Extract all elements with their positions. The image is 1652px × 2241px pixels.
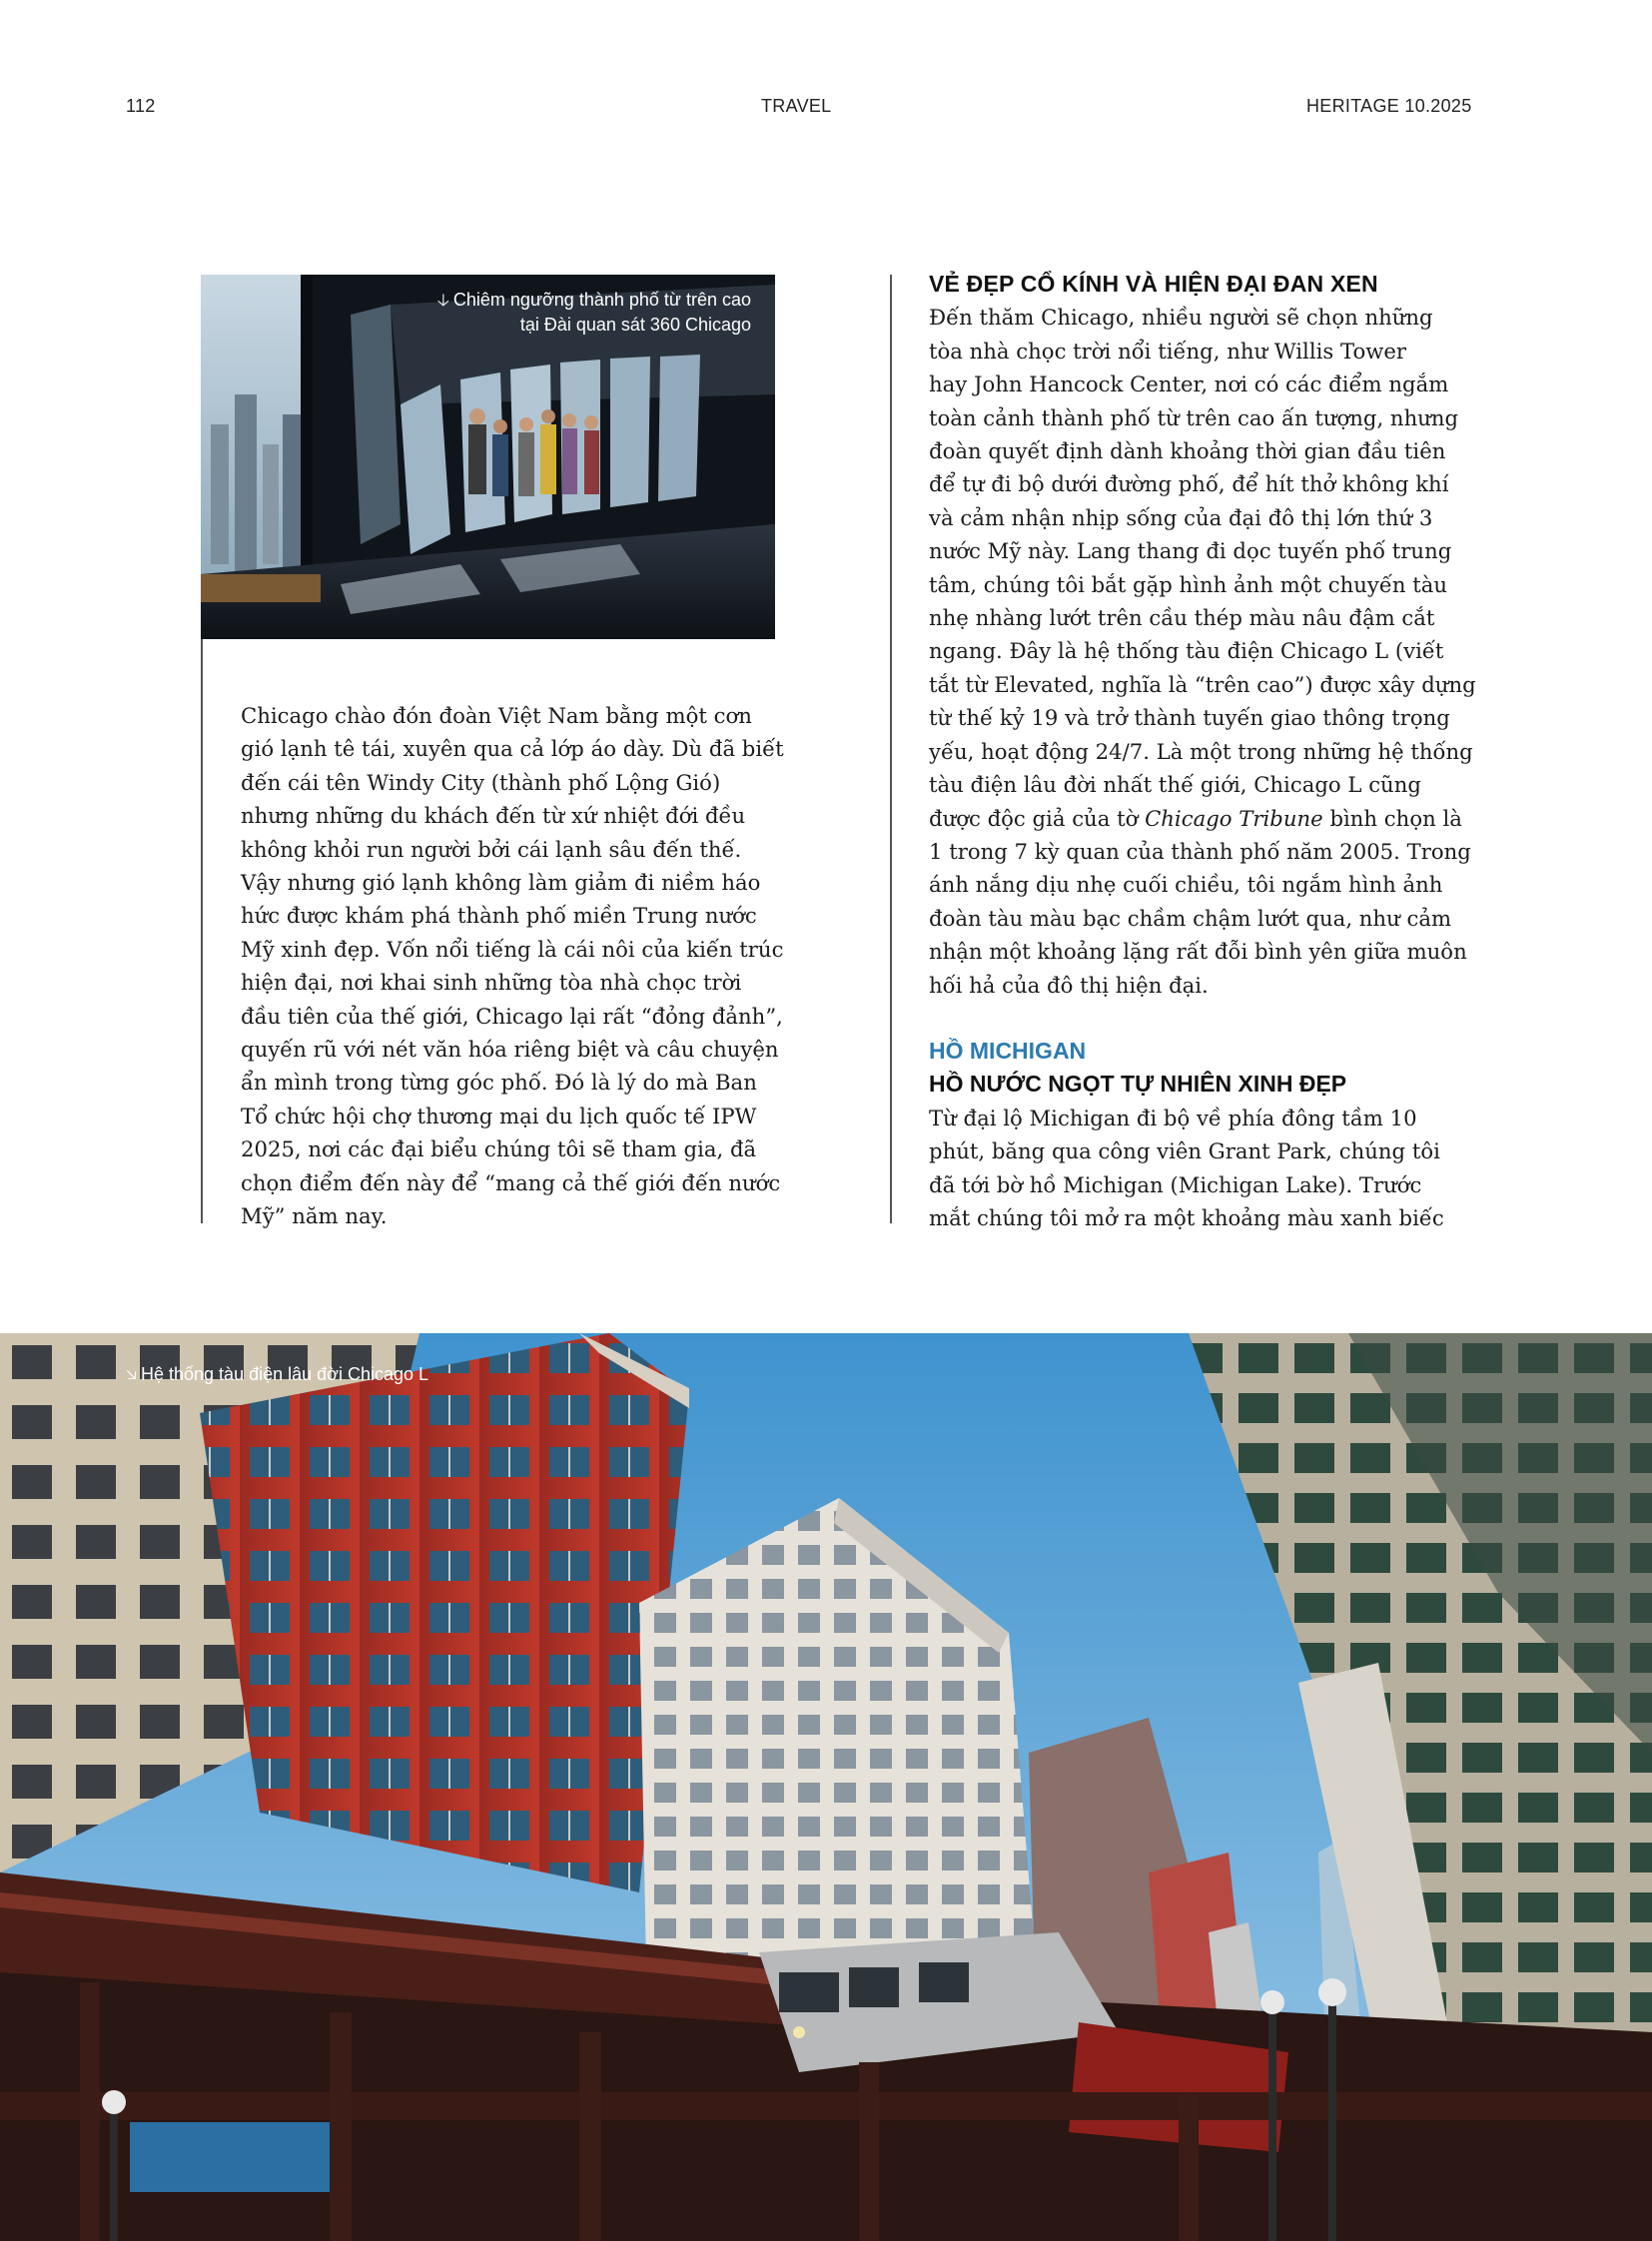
column-rule-left bbox=[201, 639, 203, 1223]
right-column-text bbox=[929, 268, 1498, 1234]
chicago-l-caption bbox=[126, 1362, 428, 1387]
chicago-l-caption-text: Hệ thống tàu điện lâu đời Chicago L bbox=[141, 1364, 428, 1384]
text-line: đến cái tên Windy City (thành phố Lộng Gió) bbox=[241, 769, 721, 795]
tribune-before: được độc giả của tờ bbox=[929, 805, 1146, 831]
text-line: quyến rũ với nét văn hóa riêng biệt và câu chuyện bbox=[241, 1037, 779, 1063]
text-line: tòa nhà chọc trời nổi tiếng, như Willis Tower bbox=[929, 338, 1407, 364]
text-line: từ thế kỷ 19 và trở thành tuyến giao thông trọng bbox=[929, 705, 1450, 731]
text-line: Đến thăm Chicago, nhiều người sẽ chọn những bbox=[929, 305, 1433, 331]
text-line: đoàn tàu màu bạc chầm chậm lướt qua, như cảm bbox=[929, 905, 1452, 931]
text-line: ngang. Đây là hệ thống tàu điện Chicago L (viết bbox=[929, 638, 1444, 664]
text-line: nhẹ nhàng lướt trên cầu thép màu nâu đậm cắt bbox=[929, 605, 1435, 631]
text-line: toàn cảnh thành phố từ trên cao ấn tượng, nhưng bbox=[929, 404, 1459, 430]
text-line: tắt từ Elevated, nghĩa là “trên cao”) được xây dựng bbox=[929, 671, 1476, 697]
text-line: nhưng những du khách đến từ xứ nhiệt đới đều bbox=[241, 803, 746, 829]
caption-line-2: tại Đài quan sát 360 Chicago bbox=[519, 315, 751, 335]
down-right-arrow-icon: 🡦 bbox=[126, 1365, 137, 1385]
text-line: nhận một khoảng lặng rất đỗi bình yên giữa muôn bbox=[929, 939, 1467, 965]
observation-deck-photo bbox=[201, 275, 775, 639]
text-line: 1 trong 7 kỳ quan của thành phố năm 2005. Trong bbox=[929, 838, 1471, 864]
text-line: gió lạnh tê tái, xuyên qua cả lớp áo dày. Dù đã biết bbox=[241, 736, 784, 762]
text-line: hức được khám phá thành phố miền Trung nước bbox=[241, 903, 757, 929]
heritage-paragraph bbox=[929, 301, 1498, 1002]
text-line: tàu điện lâu đời nhất thế giới, Chicago L cũng bbox=[929, 772, 1421, 798]
text-line: mắt chúng tôi mở ra một khoảng màu xanh biếc bbox=[929, 1204, 1444, 1230]
tribune-after: bình chọn là bbox=[1322, 805, 1462, 831]
text-line: để tự đi bộ dưới đường phố, để hít thở không khí bbox=[929, 471, 1449, 497]
text-line: Mỹ xinh đẹp. Vốn nổi tiếng là cái nôi của kiến trúc bbox=[241, 936, 784, 962]
chicago-l-illustration bbox=[0, 1333, 1652, 2241]
intro-paragraph bbox=[241, 699, 800, 1233]
text-line: đầu tiên của thế giới, Chicago lại rất “đỏng đảnh”, bbox=[241, 1003, 783, 1029]
text-line: Từ đại lộ Michigan đi bộ về phía đông tầm 10 bbox=[929, 1105, 1417, 1130]
text-line: Chicago chào đón đoàn Việt Nam bằng một cơn bbox=[241, 703, 752, 728]
text-line: nước Mỹ này. Lang thang đi dọc tuyến phố trung bbox=[929, 538, 1452, 564]
text-line: 2025, nơi các đại biểu chúng tôi sẽ tham gia, đã bbox=[241, 1136, 757, 1162]
text-line: chọn điểm đến này để “mang cả thế giới đến nước bbox=[241, 1169, 781, 1195]
text-line: không khỏi run người bởi cái lạnh sâu đến thế. bbox=[241, 836, 742, 862]
column-rule-right bbox=[890, 275, 892, 1223]
michigan-paragraph bbox=[929, 1102, 1498, 1235]
section-heading: VẺ ĐẸP CỔ KÍNH VÀ HIỆN ĐẠI ĐAN XEN bbox=[929, 271, 1378, 297]
text-line: phút, băng qua công viên Grant Park, chúng tôi bbox=[929, 1138, 1440, 1164]
text-line: đoàn quyết định dành khoảng thời gian đầu tiên bbox=[929, 438, 1446, 464]
text-line: hối hả của đô thị hiện đại. bbox=[929, 972, 1209, 998]
newspaper-name: Chicago Tribune bbox=[1145, 805, 1323, 831]
text-line: hiện đại, nơi khai sinh những tòa nhà chọc trời bbox=[241, 970, 742, 996]
text-line: Mỹ” năm nay. bbox=[241, 1203, 388, 1229]
text-line: và cảm nhận nhịp sống của đại đô thị lớn thứ 3 bbox=[929, 504, 1433, 530]
text-line: yếu, hoạt động 24/7. Là một trong những hệ thống bbox=[929, 738, 1473, 764]
text-line: Vậy nhưng gió lạnh không làm giảm đi niềm háo bbox=[241, 870, 761, 896]
text-line: đã tới bờ hồ Michigan (Michigan Lake). Trước bbox=[929, 1171, 1422, 1197]
text-line: Tổ chức hội chợ thương mại du lịch quốc tế IPW bbox=[241, 1103, 757, 1128]
section-subheading: HỒ NƯỚC NGỌT TỰ NHIÊN XINH ĐẸP bbox=[929, 1071, 1347, 1098]
section-kicker: HỒ MICHIGAN bbox=[929, 1037, 1087, 1064]
text-line: ánh nắng dịu nhẹ cuối chiều, tôi ngắm hình ảnh bbox=[929, 872, 1443, 898]
left-column-text bbox=[241, 699, 800, 1233]
section-label: TRAVEL bbox=[761, 96, 832, 116]
chicago-l-photo bbox=[0, 1333, 1652, 2241]
text-line-tribune bbox=[929, 802, 1498, 835]
issue-label: HERITAGE 10.2025 bbox=[1306, 96, 1472, 116]
text-line: hay John Hancock Center, nơi có các điểm ngắm bbox=[929, 372, 1449, 397]
text-line: tâm, chúng tôi bắt gặp hình ảnh một chuyến tàu bbox=[929, 571, 1448, 597]
caption-line-1: Chiêm ngưỡng thành phố từ trên cao bbox=[452, 290, 751, 310]
text-line: ẩn mình trong từng góc phố. Đó là lý do mà Ban bbox=[241, 1070, 757, 1096]
observation-deck-caption bbox=[392, 288, 751, 337]
down-arrow-icon: 🡣 bbox=[436, 291, 449, 311]
page-number: 112 bbox=[126, 96, 156, 116]
